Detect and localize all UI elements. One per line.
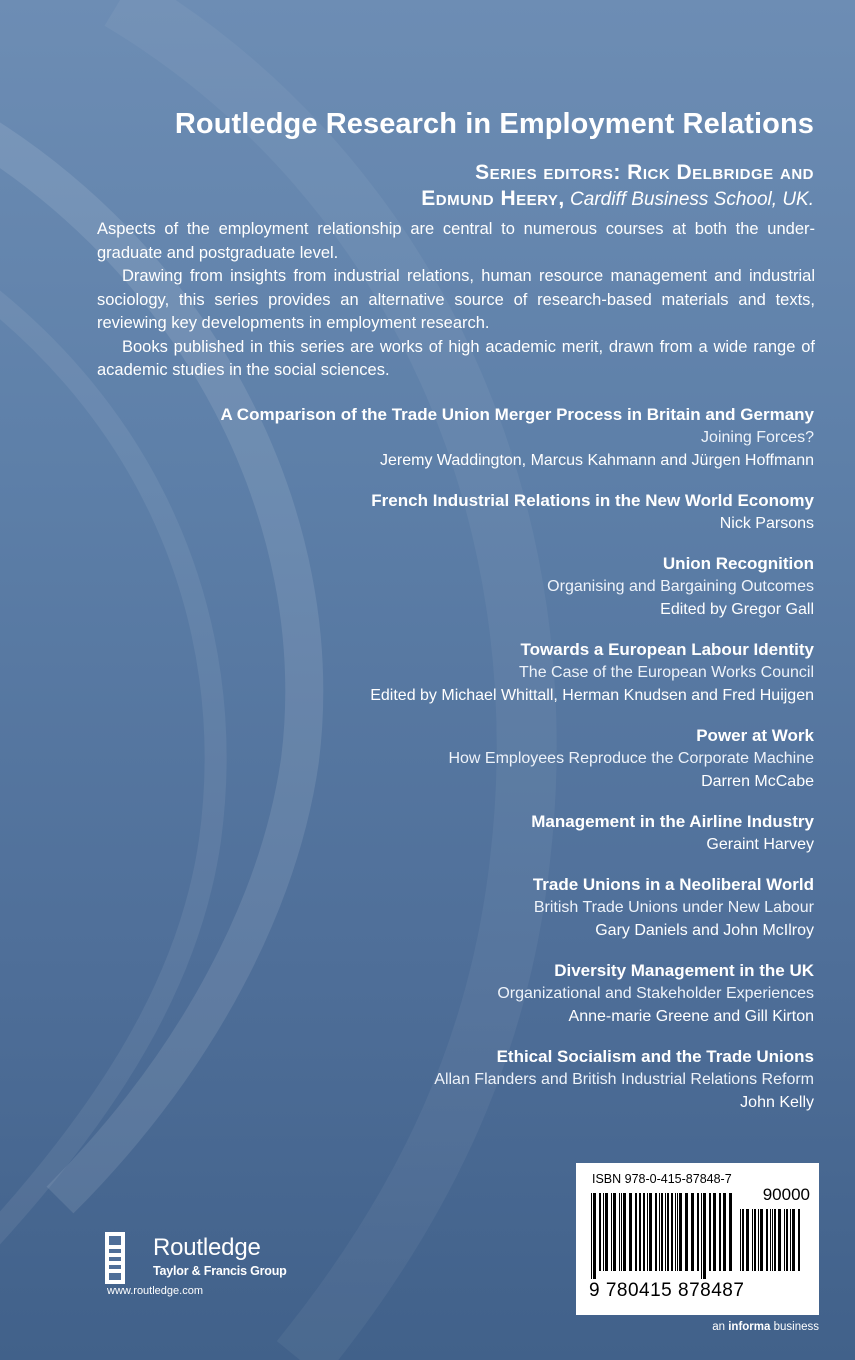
informa-suffix: business: [773, 1321, 819, 1333]
barcode-bar: [740, 1209, 741, 1271]
barcode-bar: [593, 1193, 596, 1279]
barcode-bar: [774, 1209, 776, 1271]
barcode-bar: [647, 1193, 648, 1271]
informa-prefix: an: [712, 1321, 726, 1333]
barcode-bar: [639, 1193, 641, 1271]
barcode-bar: [691, 1193, 694, 1271]
barcode-bar: [729, 1193, 732, 1271]
book-entry: [100, 959, 814, 1028]
publisher-group: Taylor & Francis Group: [153, 1264, 287, 1278]
isbn-label: ISBN 978-0-415-87848-7: [592, 1172, 732, 1186]
book-title: French Industrial Relations in the New World Economy: [371, 491, 814, 510]
barcode-bar: [623, 1193, 626, 1271]
book-subtitle: How Employees Reproduce the Corporate Machine: [448, 750, 814, 767]
description-paragraph: Drawing from insights from industrial relations, human resource management and industrial sociology, this series provides an alternative source of research-based materials and texts, reviewing key developments in employment research.: [97, 267, 815, 332]
book-subtitle: Organizational and Stakeholder Experiences: [497, 985, 814, 1002]
description-paragraph: Books published in this series are works of high academic merit, drawn from a wide range of academic studies in the social sciences.: [97, 337, 815, 379]
ean-barcode-bars: [591, 1193, 733, 1279]
barcode-bar: [760, 1209, 763, 1271]
barcode-bar: [786, 1209, 788, 1271]
barcode-bar: [790, 1209, 791, 1271]
book-entry: [100, 403, 814, 472]
barcode-bar: [742, 1209, 744, 1271]
book-title: Power at Work: [696, 726, 814, 745]
barcode-bar: [685, 1193, 688, 1271]
book-entry: [100, 724, 814, 793]
barcode-bar: [661, 1193, 663, 1271]
barcode-bar: [772, 1209, 773, 1271]
barcode-bar: [643, 1193, 645, 1271]
book-author: Edited by Gregor Gall: [660, 601, 814, 618]
book-author: Darren McCabe: [701, 773, 814, 790]
informa-tagline: [576, 1321, 819, 1333]
book-entry: [100, 638, 814, 707]
barcode-bar: [719, 1193, 721, 1271]
book-title: Trade Unions in a Neoliberal World: [532, 875, 814, 894]
barcode-bar: [671, 1193, 673, 1271]
book-subtitle: Joining Forces?: [701, 429, 814, 446]
book-author: Jeremy Waddington, Marcus Kahmann and Jürgen Hoffmann: [379, 452, 814, 469]
barcode-bar: [621, 1193, 622, 1271]
addon-barcode-bars: [740, 1209, 802, 1279]
book-author: Anne-marie Greene and Gill Kirton: [568, 1008, 814, 1025]
barcode-bar: [713, 1193, 716, 1271]
book-list: [100, 403, 814, 1131]
routledge-logo-mark-icon: [105, 1232, 125, 1284]
book-title: Union Recognition: [662, 554, 814, 573]
price-code: 90000: [762, 1185, 810, 1204]
barcode-bar: [679, 1193, 682, 1271]
book-entry: [100, 489, 814, 535]
barcode-bar: [752, 1209, 753, 1271]
editors-label: Series editors: Rick Delbridge and: [475, 161, 814, 184]
book-subtitle: Allan Flanders and British Industrial Relations Reform: [434, 1071, 814, 1088]
barcode-bar: [784, 1209, 785, 1271]
barcode-bar: [611, 1193, 612, 1271]
barcode-bar: [697, 1193, 699, 1271]
barcode-bar: [770, 1209, 771, 1271]
book-entry: [100, 552, 814, 621]
book-title: Management in the Airline Industry: [531, 812, 814, 831]
barcode-bar: [613, 1193, 616, 1271]
barcode-bar: [758, 1209, 759, 1271]
book-author: Edited by Michael Whittall, Herman Knudsen and Fred Huijgen: [370, 687, 814, 704]
book-title: Ethical Socialism and the Trade Unions: [496, 1047, 814, 1066]
publisher-name: Routledge: [153, 1234, 261, 1261]
book-subtitle: The Case of the European Works Council: [519, 664, 814, 681]
book-entry: [100, 873, 814, 942]
barcode-bar: [599, 1193, 601, 1271]
barcode-bar: [701, 1193, 702, 1279]
book-entry: [100, 810, 814, 856]
barcode-bar: [723, 1193, 726, 1271]
barcode-bar: [792, 1209, 795, 1271]
ean-number: 9 780415 878487: [589, 1280, 745, 1301]
barcode-bar: [675, 1193, 676, 1271]
barcode-bar: [703, 1193, 706, 1279]
book-subtitle: Organising and Bargaining Outcomes: [547, 578, 814, 595]
series-editors: [40, 160, 814, 212]
barcode-bar: [754, 1209, 756, 1271]
book-author: Gary Daniels and John McIlroy: [595, 922, 814, 939]
barcode-bar: [677, 1193, 678, 1271]
book-title: A Comparison of the Trade Union Merger Process in Britain and Germany: [220, 405, 814, 424]
book-author: John Kelly: [740, 1094, 814, 1111]
barcode-bar: [665, 1193, 666, 1271]
barcode-bar: [591, 1193, 592, 1279]
barcode-bar: [746, 1209, 749, 1271]
barcode-bar: [667, 1193, 669, 1271]
series-title: Routledge Research in Employment Relations: [174, 108, 814, 140]
barcode-bar: [605, 1193, 608, 1271]
barcode-bar: [635, 1193, 637, 1271]
editor-name: Edmund Heery,: [421, 187, 565, 210]
book-title: Diversity Management in the UK: [554, 961, 814, 980]
barcode-bar: [649, 1193, 652, 1271]
series-description: [97, 218, 815, 383]
barcode-bar: [629, 1193, 632, 1271]
barcode-bar: [709, 1193, 711, 1271]
editor-affiliation: Cardiff Business School, UK.: [570, 189, 814, 210]
book-subtitle: British Trade Unions under New Labour: [533, 899, 814, 916]
book-title: Towards a European Labour Identity: [520, 640, 814, 659]
book-entry: [100, 1045, 814, 1114]
barcode-bar: [655, 1193, 657, 1271]
barcode-bar: [603, 1193, 604, 1271]
barcode-bar: [659, 1193, 660, 1271]
book-author: Geraint Harvey: [706, 836, 814, 853]
book-author: Nick Parsons: [719, 515, 814, 532]
publisher-url: www.routledge.com: [107, 1285, 203, 1297]
barcode-bar: [766, 1209, 768, 1271]
description-paragraph: Aspects of the employment relationship are central to numerous courses at both the under-graduate and postgraduate level.: [97, 220, 815, 262]
informa-brand: informa: [728, 1321, 771, 1333]
barcode-bar: [798, 1209, 800, 1271]
barcode-bar: [778, 1209, 781, 1271]
barcode-bar: [619, 1193, 620, 1271]
isbn-barcode: [576, 1163, 819, 1315]
